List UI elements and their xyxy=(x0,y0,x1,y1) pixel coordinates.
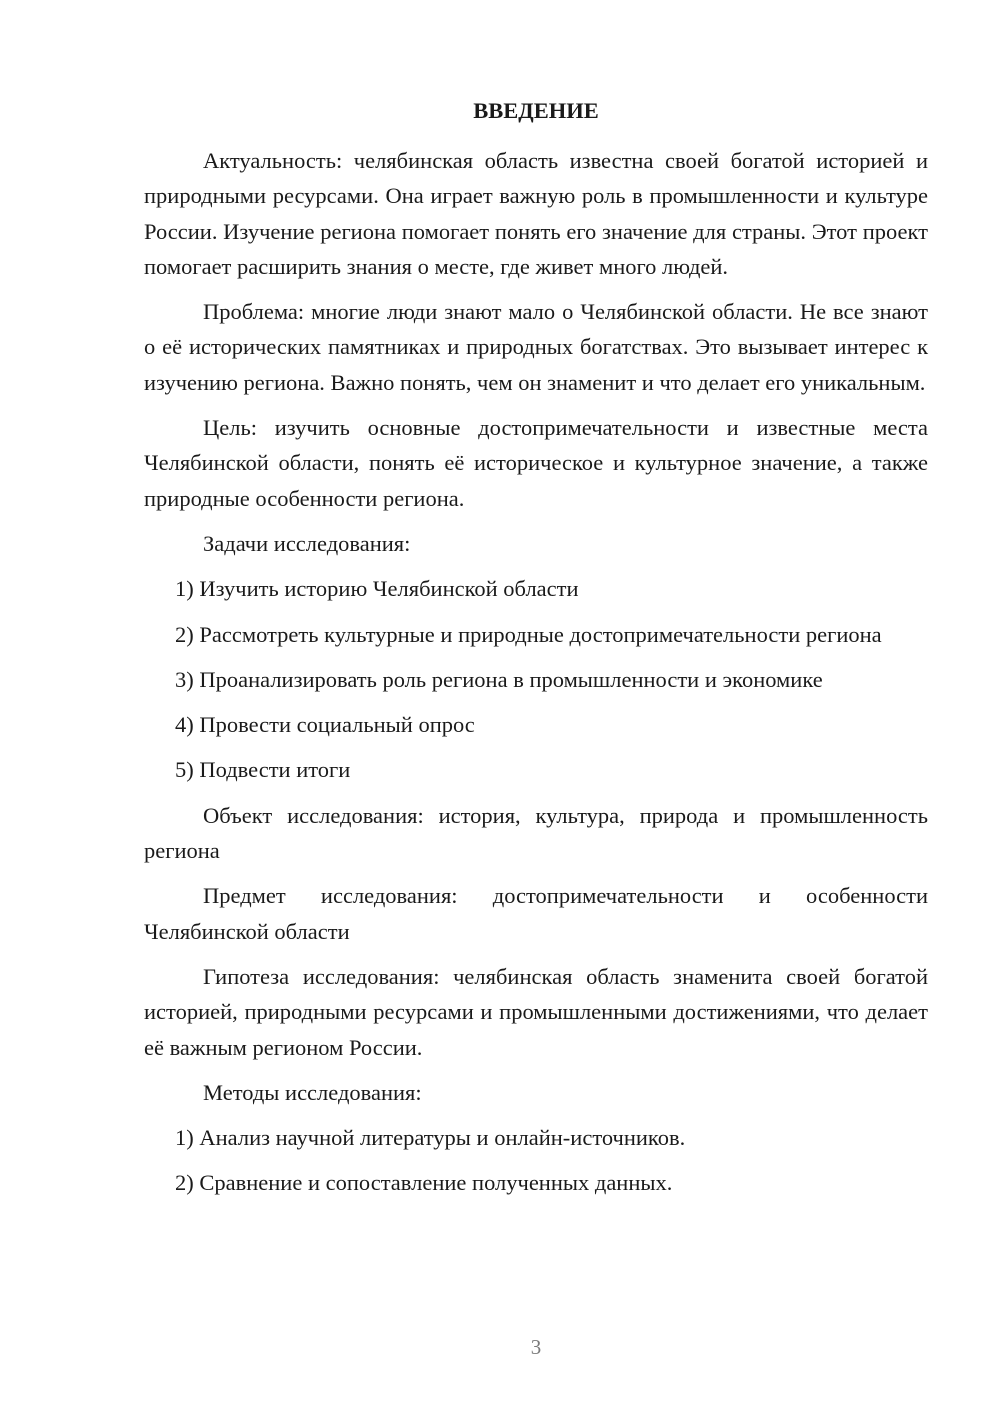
task-item: 1) Изучить историю Челябинской области xyxy=(175,576,579,602)
task-item: 4) Провести социальный опрос xyxy=(175,712,475,738)
method-item: 1) Анализ научной литературы и онлайн-источников. xyxy=(175,1125,686,1151)
task-item: 2) Рассмотреть культурные и природные достопримечательности региона xyxy=(175,621,882,647)
relevance-paragraph: Актуальность: челябинская область известна своей богатой историей и природными ресурсами. Она играет важную роль в промышленности и культуре России. Изучение региона помогает понять его значение для страны. Этот проект помогает расширить знания о месте, где живет много людей. xyxy=(144,148,928,279)
methods-heading: Методы исследования: xyxy=(203,1079,422,1105)
tasks-heading: Задачи исследования: xyxy=(203,530,411,556)
goal-paragraph: Цель: изучить основные достопримечательности и известные места Челябинской области, понять её историческое и культурное значение, а также природные особенности региона. xyxy=(144,415,928,511)
problem-paragraph: Проблема: многие люди знают мало о Челябинской области. Не все знают о её исторических памятниках и природных богатствах. Это вызывает интерес к изучению региона. Важно понять, чем он знаменит и что делает его уникальным. xyxy=(144,299,928,395)
method-item: 2) Сравнение и сопоставление полученных данных. xyxy=(175,1170,673,1196)
section-title: ВВЕДЕНИЕ xyxy=(473,98,599,123)
document-body xyxy=(144,143,928,1201)
task-item: 3) Проанализировать роль региона в промышленности и экономике xyxy=(175,666,823,692)
page-number: 3 xyxy=(530,1335,542,1359)
hypothesis-paragraph: Гипотеза исследования: челябинская область знаменита своей богатой историей, природными ресурсами и промышленными достижениями, что делает её важным регионом России. xyxy=(144,963,928,1060)
object-paragraph: Объект исследования: история, культура, природа и промышленность региона xyxy=(144,802,928,864)
task-item: 5) Подвести итоги xyxy=(175,757,351,783)
subject-paragraph: Предмет исследования: достопримечательности и особенности Челябинской области xyxy=(144,883,928,944)
